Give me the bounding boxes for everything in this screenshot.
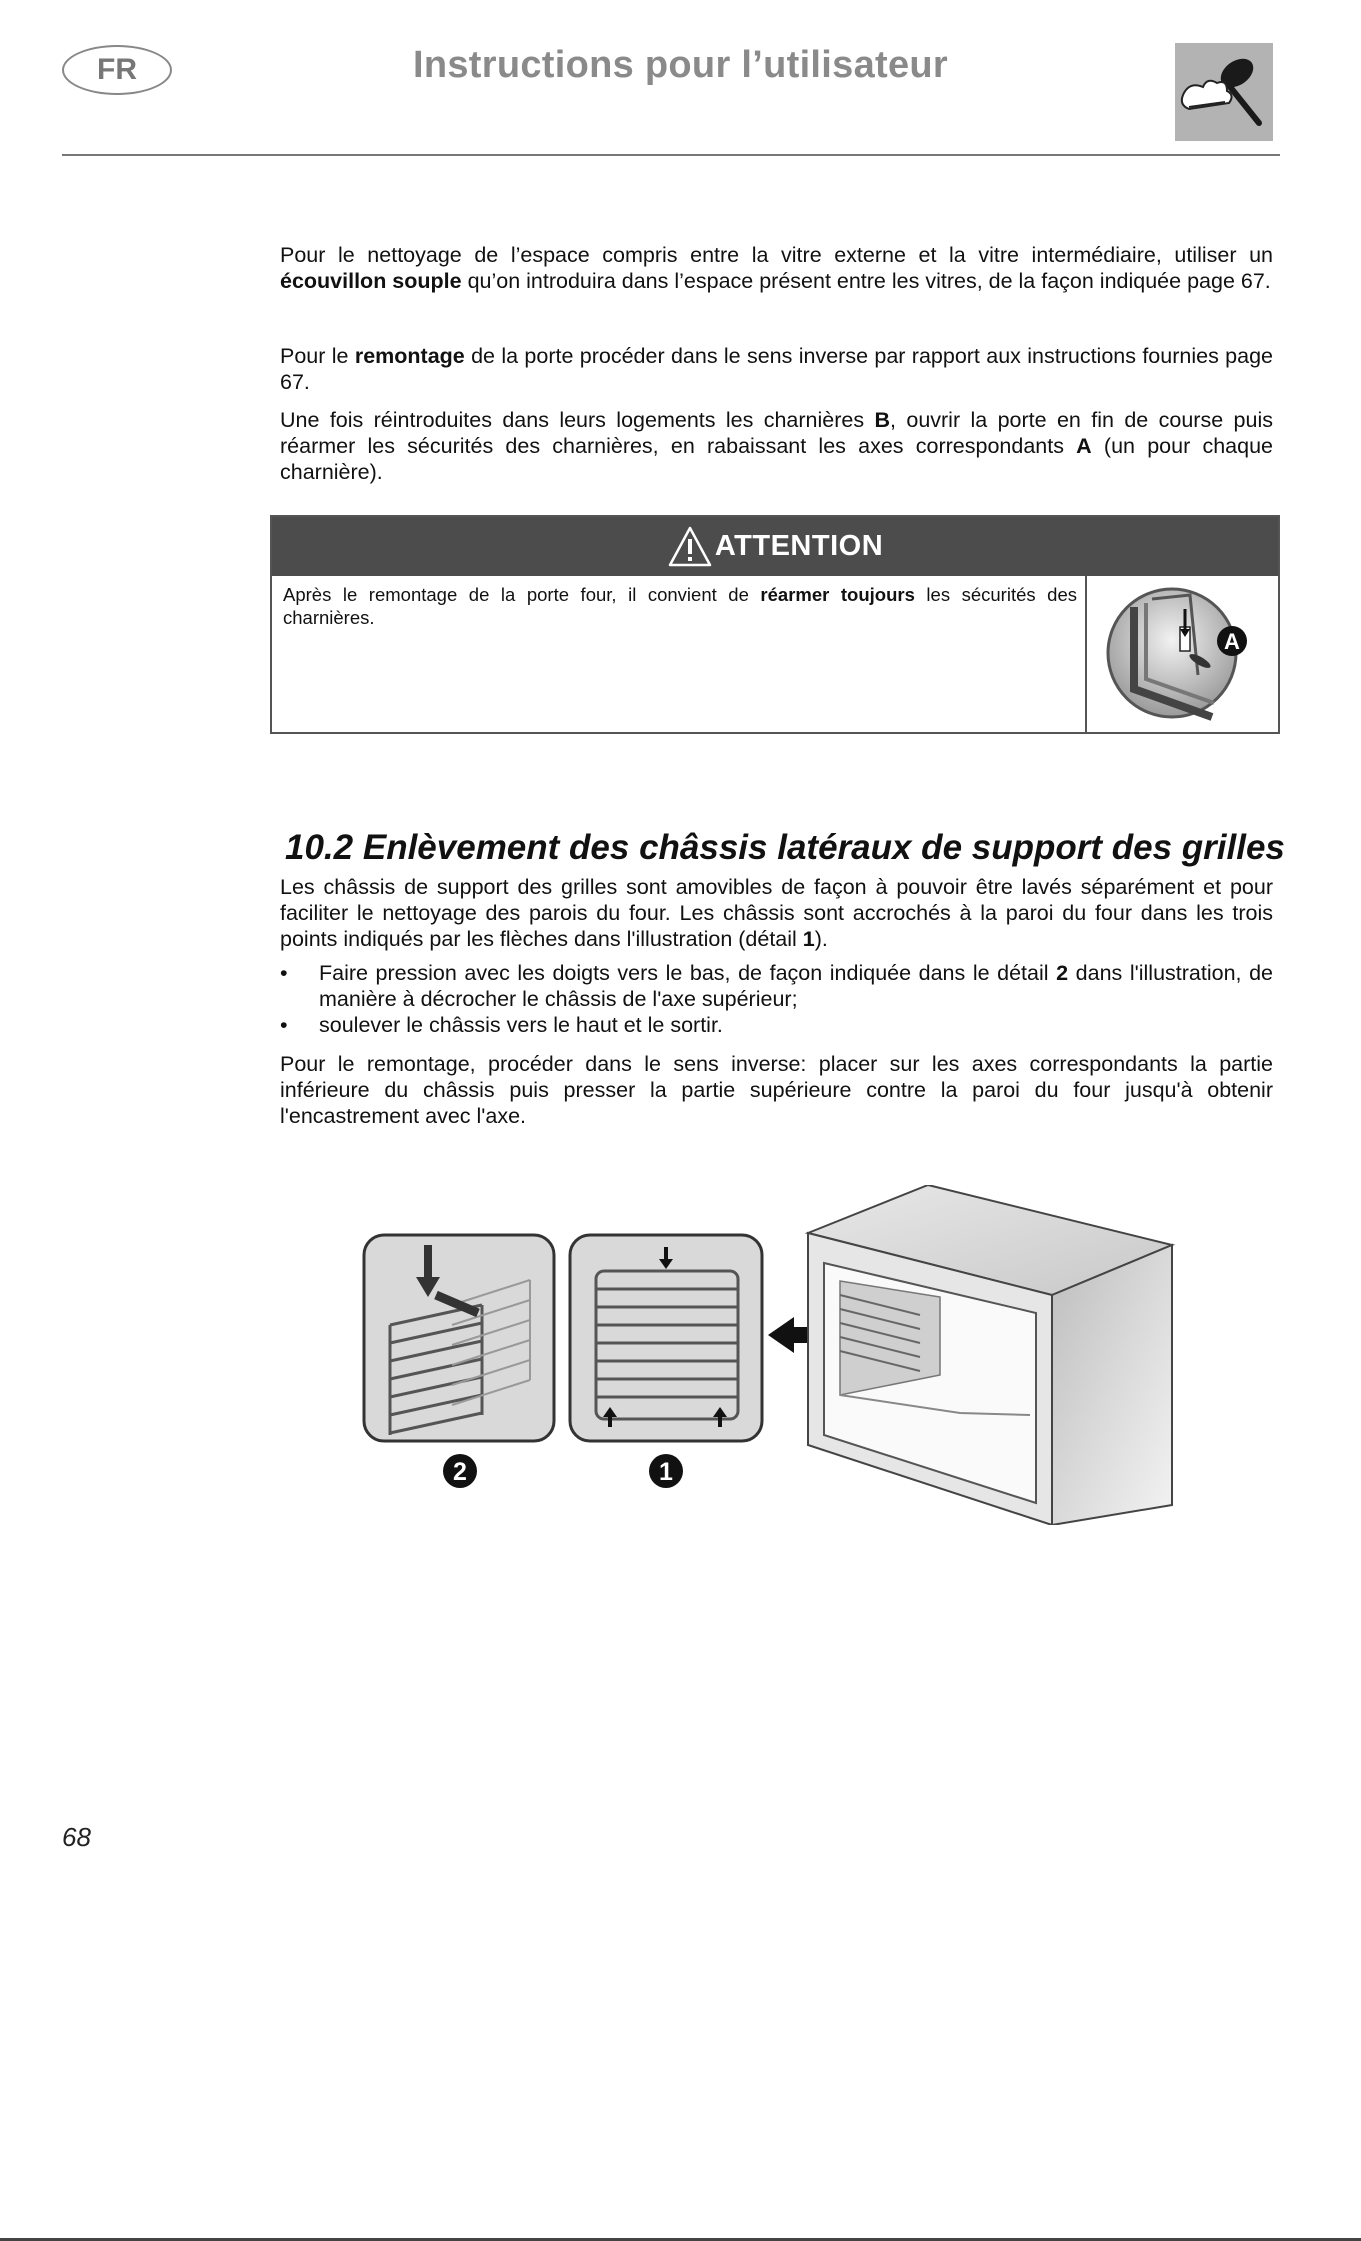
language-code: FR [97,53,137,86]
text: de la porte procéder dans le sens inverse par rapport aux instructions fournies page 67. [280,344,1273,394]
attention-title: ATTENTION [714,530,884,562]
paragraph-section-intro [280,874,1273,952]
detail-1-panel [570,1235,762,1441]
header-divider [62,154,1280,156]
detail-2-panel [364,1235,554,1441]
section-title: 10.2 Enlèvement des châssis latéraux de support des grilles [285,828,1285,867]
paragraph-cleaning-glass [280,242,1273,294]
text: Pour le [280,344,355,368]
bold-text: 1 [802,927,815,951]
detail-2-label: 2 [453,1458,467,1486]
text: , ouvrir la porte en fin de course puis réarmer les sécurités des charnières, en rabaissant les axes correspondants [280,408,1273,458]
bold-text: 2 [1056,961,1069,985]
hinge-label-a: A [1224,629,1240,654]
attention-text [283,583,1077,629]
list-item [280,1012,1273,1038]
text: Les châssis de support des grilles sont amovibles de façon à pouvoir être lavés séparément et pour faciliter le nettoyage des parois du four. Les châssis sont accrochés à la paroi du four dans les trois points indiqués par les flèches dans l'illustration (détail [280,875,1273,951]
hinge-detail-figure [1094,579,1274,729]
page-header-title: Instructions pour l’utilisateur [412,44,948,86]
bold-text: A [1076,434,1092,458]
list-item [280,960,1273,1012]
attention-box [270,515,1280,734]
paragraph-reassembly [280,343,1273,395]
page-number: 68 [62,1822,91,1852]
attention-header [272,517,1278,576]
bold-text: écouvillon souple [280,269,462,293]
warning-triangle-icon [667,525,713,569]
paragraph-section-outro: Pour le remontage, procéder dans le sens inverse: placer sur les axes correspondants la partie inférieure du châssis puis presser la partie supérieure contre la paroi du four jusqu'à obtenir l'encastrement avec l'axe. [280,1052,1273,1128]
detail-1-label: 1 [659,1458,673,1486]
text: Après le remontage de la porte four, il convient de [283,584,761,605]
text: les sécurités des charnières. [283,584,1077,628]
text: Une fois réintroduites dans leurs logements les charnières [280,408,875,432]
text: ). [814,927,828,951]
bold-text: remontage [354,344,465,368]
text: soulever le châssis vers le haut et le sortir. [319,1013,723,1037]
chef-spoon-logo-icon [1175,43,1273,141]
text: Faire pression avec les doigts vers le bas, de façon indiquée dans le détail [319,961,1057,985]
text: Pour le nettoyage de l’espace compris entre la vitre externe et la vitre intermédiaire, utiliser un [280,243,1273,267]
text: qu’on introduira dans l’espace présent entre les vitres, de la façon indiquée page 67. [461,269,1271,293]
paragraph-hinges [280,407,1273,485]
attention-divider [1085,576,1087,732]
instruction-list [280,960,1273,1038]
text: dans l'illustration, de manière à décrocher le châssis de l'axe supérieur; [319,961,1274,1011]
bold-text: réarmer toujours [760,584,915,605]
oven-rack-illustration [360,1185,1180,1525]
bold-text: B [874,408,891,432]
text: (un pour chaque charnière). [280,434,1273,484]
oven-drawing [808,1185,1172,1525]
